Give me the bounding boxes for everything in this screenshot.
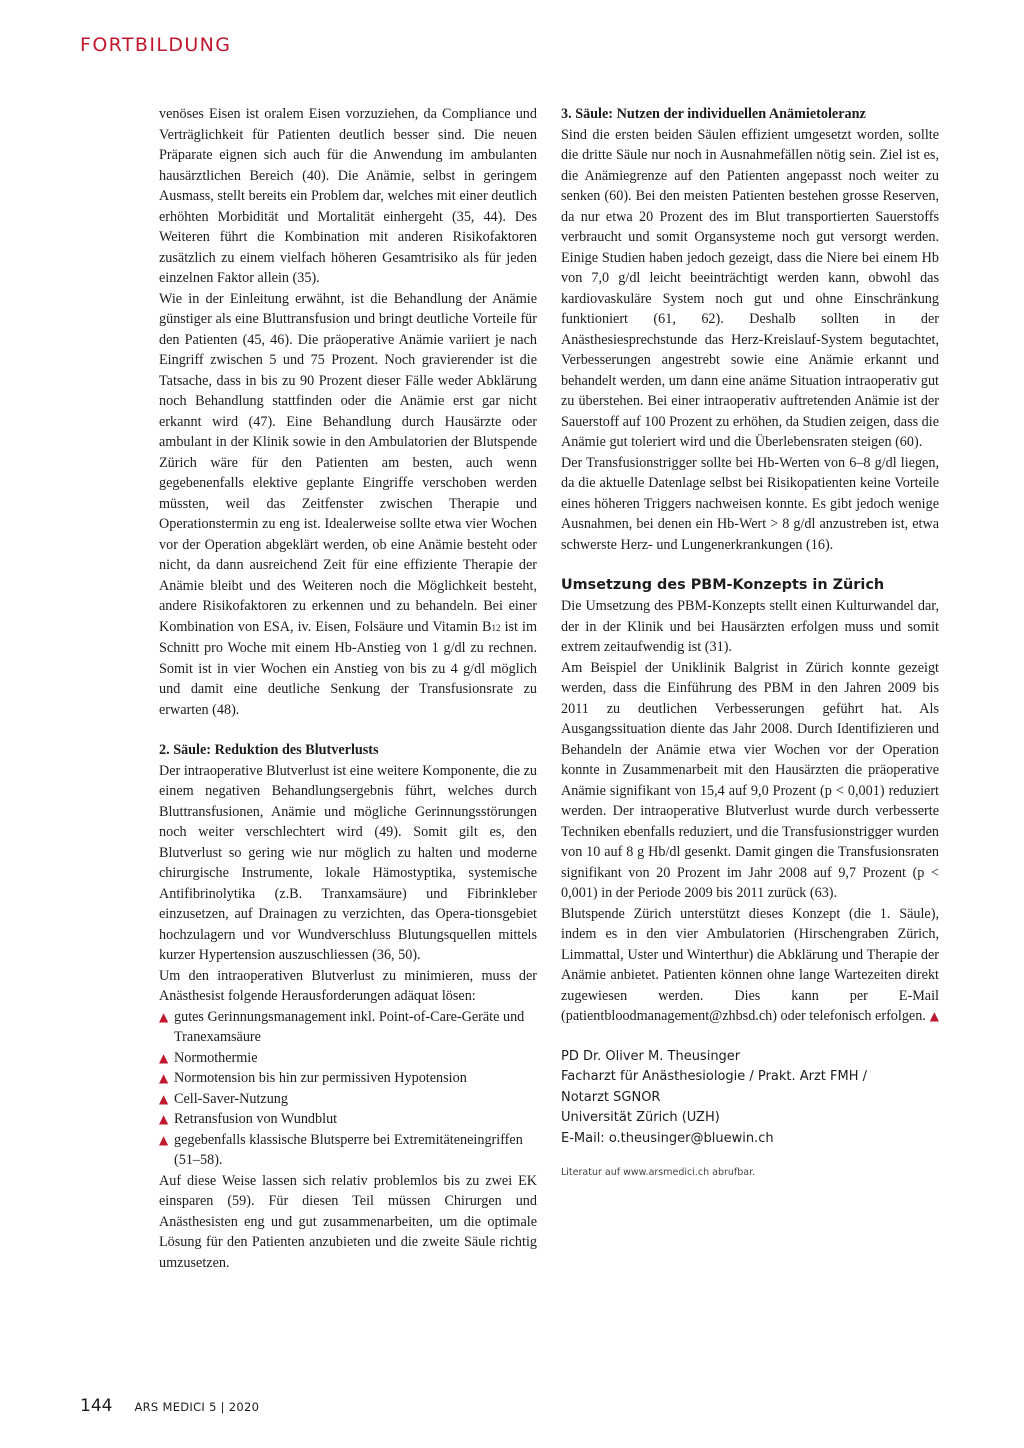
paragraph: Am Beispiel der Uniklinik Balgrist in Zürich konnte gezeigt werden, dass die Einführung des PBM in den Jahren 2009 bis 2011 zu deutlichen Verbesserungen geführt hat. Als Ausgangssituation diente das Jahr 2008. Durch Identifizieren und Behandeln der Anämie etwa vier Wochen vor der Operation konnte in Zusammenarbeit mit den Hausärzten die präoperative Anämie signifikant von 15,4 auf 9,0 Prozent (p < 0,001) reduziert werden. Der intraoperative Blutverlust wurde durch verbesserte Techniken ebenfalls reduziert, und die Transfusionstrigger wurden von 10 auf 8 g Hb/dl gesenkt. Damit gingen die Transfusionsraten signifikant von 20 Prozent im Jahr 2008 auf 9,7 Prozent (p < 0,001) in der Periode 2009 bis 2011 zurück (63). [561,659,939,901]
triangle-bullet-icon: ▲ [159,1091,169,1106]
list-item: ▲ gutes Gerinnungsmanagement inkl. Point-of-Care-Geräte und Tranexamsäure [159,1008,525,1045]
paragraph: Wie in der Einleitung erwähnt, ist die Behandlung der Anämie günstiger als eine Bluttransfusion und bringt deutliche Vorteile für den Patienten (45, 46). Die präoperative Anämie variiert je nach Eingriff zwischen 5 und 75 Prozent. Noch gravierender ist die Tatsache, dass in bis zu 90 Prozent dieser Fälle weder Abklärung noch Behandlung stattfinden oder die Anämie erst gar nicht erkannt wird (47). Eine Behandlung durch Hausärzte oder ambulant in der Klinik sowie in den Ambulatorien der Blutspende Zürich wäre für den Patienten am besten, auch wenn gegebenenfalls elektive geplante Eingriffe verschoben werden müssten, weil das Zeitfenster zwischen Therapie und Operationstermin zu eng ist. Idealerweise sollte etwa vier Wochen vor der Operation abgeklärt werden, ob eine Anämie besteht oder nicht, da dann ausreichend Zeit für eine effiziente Therapie der Anämie bleibt und des Weiteren noch die Möglichkeit besteht, andere Risikofaktoren zu erkennen und zu behandeln. Bei einer Kombination von ESA, iv. Eisen, Folsäure und Vitamin B12 ist im Schnitt pro Woche mit einem Hb-Anstieg von 1 g/dl zu rechnen. Somit ist in vier Wochen ein Anstieg von bis zu 4 g/dl möglich und damit eine deutliche Senkung der Transfusionsrate zu erwarten (48). [159,290,537,718]
section-label: FORTBILDUNG [80,34,232,56]
challenge-list [159,1007,537,1171]
list-item: ▲ Cell-Saver-Nutzung [159,1089,537,1110]
list-item: ▲ Normothermie [159,1048,537,1069]
heading-pbm-zuerich: Umsetzung des PBM-Konzepts in Zürich [561,577,885,593]
paragraph: Die Umsetzung des PBM-Konzepts stellt einen Kulturwandel dar, der in der Klinik und bei Hausärzten erfolgen muss und somit extrem zeitaufwendig ist (31). [561,598,939,655]
right-column [561,104,939,1184]
subscript: 12 [491,622,501,633]
triangle-bullet-icon: ▲ [159,1132,169,1147]
author-email[interactable]: E-Mail: o.theusinger@bluewin.ch [561,1130,774,1146]
journal-issue: ARS MEDICI 5 | 2020 [134,1400,260,1414]
triangle-bullet-icon: ▲ [159,1071,169,1085]
paragraph: Der Transfusionstrigger sollte bei Hb-Werten von 6–8 g/dl liegen, da die aktuelle Datenlage selbst bei Risikopatienten keine Vorteile eines höheren Triggers nachweisen konnte. Es gibt jedoch wenige Ausnahmen, bei denen ein Hb-Wert > 8 g/dl anzustreben ist, etwa schwerste Herz- und Lungenerkrankungen (16). [561,454,939,553]
triangle-bullet-icon: ▲ [159,1050,169,1065]
triangle-bullet-icon: ▲ [159,1112,169,1126]
paragraph: Auf diese Weise lassen sich relativ problemlos bis zu zwei EK einsparen (59). Für diesen Teil müssen Chirurgen und Anästhesisten eng und gut zusammenarbeiten, um die optimale Lösung für den Patienten anzubieten und die zweite Säule richtig umzusetzen. [159,1172,537,1271]
triangle-bullet-icon: ▲ [159,1009,169,1024]
subheading-saeule-2: 2. Säule: Reduktion des Blutverlusts [159,742,379,758]
subheading-saeule-3: 3. Säule: Nutzen der individuellen Anämietoleranz [561,106,866,122]
paragraph: Sind die ersten beiden Säulen effizient umgesetzt worden, sollte die dritte Säule nur noch in Ausnahmefällen nötig sein. Ziel ist es, die Anämiegrenze auf den Patienten angepasst noch weiter zu senken (60). Bei den meisten Patienten bestehen grosse Reserven, da nur etwa 20 Prozent des im Blut transportierten Sauerstoffs verbraucht und somit Organsysteme noch gut versorgt werden. Einige Studien haben jedoch gezeigt, dass die Niere bei einem Hb von 7,0 g/dl leicht beeinträchtigt werden kann, obwohl das kardiovaskuläre System noch gut und ohne Einschränkung funktioniert (61, 62). Deshalb sollten in der Anästhesiesprechstunde das Herz-Kreislauf-System begutachtet, Verbesserungen angestrebt sowie eine Anämie erkannt und behandelt werden, um dann eine anäme Situation intraoperativ gut zu überstehen. Bei einer intraoperativ auftretenden Anämie ist der Sauerstoff auf 100 Prozent zu erhöhen, da Studien zeigen, dass die Anämie gut toleriert wird und die Überlebensraten steigen (60). [561,126,939,450]
page-number: 144 [80,1396,113,1416]
author-affiliation: Universität Zürich (UZH) [561,1110,720,1125]
author-name: PD Dr. Oliver M. Theusinger [561,1048,741,1064]
paragraph: Der intraoperative Blutverlust ist eine weitere Komponente, die zu einem negativen Behandlungsergebnis führt, welches durch Bluttransfusionen, Anämie und mögliche Gerinnungsstörungen noch weiter verschlechtert wird (49). Somit gilt es, den Blutverlust so gering wie nur möglich zu halten und moderne chirurgische Instrumente, lokale Hämostyptika, systemische Antifibrinolytika (z.B. Tranxamsäure) und Fibrinkleber einzusetzen, auf Drainagen zu verzichten, das Opera-tionsgebiet hochzulagern und vor Wundverschluss Blutungsquellen mittels kurzer Hypertension auszuschliessen (36, 50). [159,762,537,963]
list-item: ▲ Normotension bis hin zur permissiven Hypotension [159,1068,537,1089]
page-footer [80,1396,259,1416]
paragraph: venöses Eisen ist oralem Eisen vorzuziehen, da Compliance und Verträglichkeit für Patienten deutlich besser sind. Die neuen Präparate eignen sich auch für die Anwendung im ambulanten hausärztlichen Bereich (40). Die Anämie, selbst in geringem Ausmass, stellt bereits ein Problem dar, welches mit einer deutlich erhöhten Morbidität und Mortalität einhergeht (35, 44). Des Weiteren führt die Kombination mit anderen Risikofaktoren zusätzlich zu einem vielfach höheren Gesamtrisiko als für jeden einzelnen Faktor allein (35). [159,106,537,286]
left-column [159,104,537,1273]
literature-note: Literatur auf www.arsmedici.ch abrufbar. [561,1167,756,1178]
list-item: ▲ gegebenfalls klassische Blutsperre bei Extremitäteneingriffen (51–58). [159,1131,523,1168]
author-title: Notarzt SGNOR [561,1089,661,1105]
paragraph: Um den intraoperativen Blutverlust zu minimieren, muss der Anästhesist folgende Herausforderungen adäquat lösen: [159,967,537,1004]
author-block [561,1047,939,1150]
end-of-article-icon: ▲ [929,1009,939,1023]
paragraph: Blutspende Zürich unterstützt dieses Konzept (die 1. Säule), indem es in den vier Ambulatorien (Hirschengraben Zürich, Limmattal, Uster und Winterthur) die Abklärung und Therapie der Anämie anbietet. Patienten können ohne lange Wartezeiten direkt zugewiesen werden. Dies kann per E-Mail (patientbloodmanagement@zhbsd.ch) oder telefonisch erfolgen. ▲ [561,904,939,1027]
list-item: ▲ Retransfusion von Wundblut [159,1109,537,1130]
author-title: Facharzt für Anästhesiologie / Prakt. Arzt FMH / [561,1069,867,1084]
